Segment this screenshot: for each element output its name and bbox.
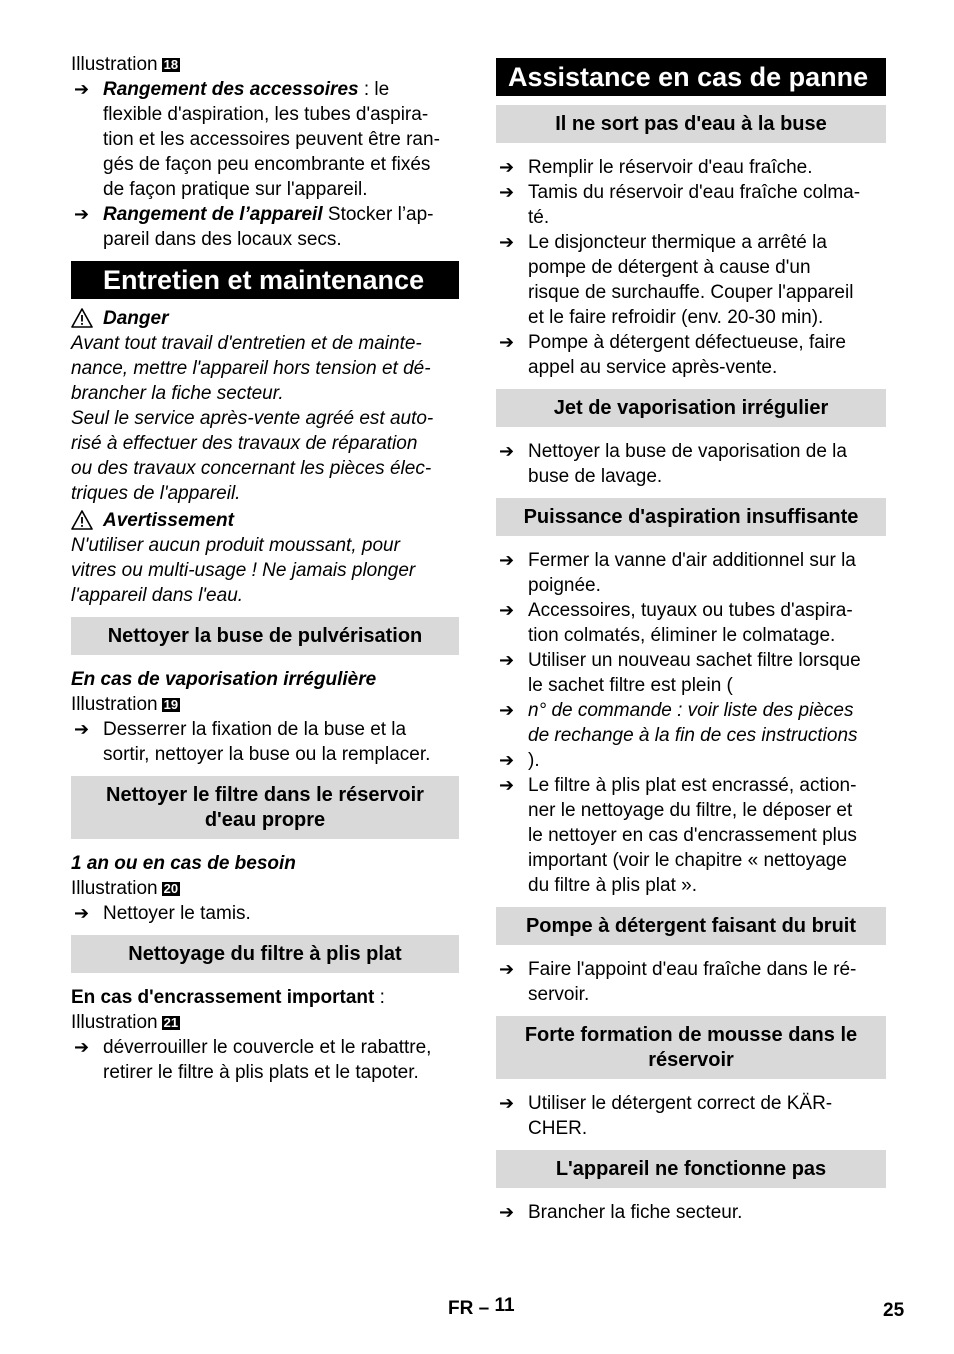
arrow-right-icon: ➔ xyxy=(499,650,515,670)
warning-triangle-icon xyxy=(71,308,93,328)
list-item xyxy=(71,717,459,767)
illustration-label: Illustration xyxy=(71,1012,158,1033)
text-line: servoir. xyxy=(528,984,590,1005)
text-line: tion colmatés, éliminer le colmatage. xyxy=(528,625,836,646)
troubleshooting-sections xyxy=(496,105,886,1225)
case-separator: : xyxy=(374,987,385,1008)
list-item xyxy=(496,698,886,748)
arrow-right-icon: ➔ xyxy=(499,182,515,202)
text-line: Utiliser le détergent correct de KÄR- xyxy=(528,1093,833,1114)
text-line: brancher la fiche secteur. xyxy=(71,383,284,404)
list-item xyxy=(71,901,459,926)
left-column xyxy=(71,52,459,1085)
subsection-heading xyxy=(496,1016,886,1079)
arrow-right-icon: ➔ xyxy=(499,775,515,795)
figure-number-badge: 19 xyxy=(163,697,179,712)
subsection-heading xyxy=(496,907,886,945)
case-label: En cas d'encrassement important xyxy=(71,987,375,1008)
heading-line: réservoir xyxy=(648,1049,734,1071)
warning-title-row xyxy=(71,508,459,533)
text-line: du filtre à plis plat ». xyxy=(528,875,697,896)
text-line: Seul le service après-vente agréé est auto- xyxy=(71,408,434,429)
text-line: ner le nettoyage du filtre, le déposer et xyxy=(528,800,853,821)
item-text: Stocker l’ap- xyxy=(322,204,434,225)
arrow-right-icon: ➔ xyxy=(499,332,515,352)
subsection-heading xyxy=(496,105,886,143)
illustration-ref xyxy=(71,1010,459,1035)
subsection-heading xyxy=(496,498,886,536)
illustration-label: Illustration xyxy=(71,694,158,715)
heading-line: L'appareil ne fonctionne pas xyxy=(555,1158,827,1180)
list-item xyxy=(496,648,886,698)
list-item xyxy=(496,598,886,648)
text-line: flexible d'aspiration, les tubes d'aspira- xyxy=(103,104,429,125)
warning-title: Avertissement xyxy=(103,510,234,531)
text-line: Faire l'appoint d'eau fraîche dans le ré- xyxy=(528,959,857,980)
text-line: risé à effectuer des travaux de réparation xyxy=(71,433,418,454)
text-line: pareil dans des locaux secs. xyxy=(103,229,342,250)
arrow-right-icon: ➔ xyxy=(499,157,515,177)
subsection-heading xyxy=(496,1150,886,1188)
arrow-right-icon: ➔ xyxy=(499,441,515,461)
list-item xyxy=(496,1091,886,1141)
list-item xyxy=(496,1200,886,1225)
arrow-right-icon: ➔ xyxy=(499,550,515,570)
warning-text xyxy=(71,533,459,608)
list-item xyxy=(496,957,886,1007)
list-item xyxy=(496,180,886,230)
heading-line: Il ne sort pas d'eau à la buse xyxy=(555,113,827,135)
text-line: de rechange à la fin de ces instructions xyxy=(528,725,858,746)
text-line: l'appareil dans l'eau. xyxy=(71,585,244,606)
figure-number-badge: 21 xyxy=(163,1015,179,1030)
page-number: 25 xyxy=(883,1300,905,1321)
subsection-heading-buse: Nettoyer la buse de pulvérisation xyxy=(71,617,459,655)
item-title: Rangement des accessoires xyxy=(103,79,359,100)
text-line: Tamis du réservoir d'eau fraîche colma- xyxy=(528,182,861,203)
heading-line: Jet de vaporisation irrégulier xyxy=(553,397,829,419)
text-line: le sachet filtre est plein ( xyxy=(528,675,733,696)
illustration-label: Illustration xyxy=(71,54,158,75)
text-line: Desserrer la fixation de la buse et la xyxy=(103,719,407,740)
case-label: En cas de vaporisation irrégulière xyxy=(71,669,377,690)
case-label-row xyxy=(71,985,459,1010)
section-heading-entretien: Entretien et maintenance xyxy=(71,261,459,299)
footer-dash: – xyxy=(473,1298,495,1319)
item-text: : le xyxy=(358,79,390,100)
text-line: Le filtre à plis plat est encrassé, action- xyxy=(528,775,857,796)
list-item xyxy=(496,548,886,598)
text-line: Avant tout travail d'entretien et de mainte- xyxy=(71,333,422,354)
list-item xyxy=(71,77,459,202)
arrow-right-icon: ➔ xyxy=(499,1093,515,1113)
text-line: de façon pratique sur l'appareil. xyxy=(103,179,368,200)
illustration-ref xyxy=(71,692,459,717)
text-line: Nettoyer le tamis. xyxy=(103,903,251,924)
illustration-ref xyxy=(71,876,459,901)
text-line: Le disjoncteur thermique a arrêté la xyxy=(528,232,827,253)
footer-section-label xyxy=(448,1296,515,1321)
arrow-right-icon: ➔ xyxy=(499,959,515,979)
text-line: Pompe à détergent défectueuse, faire xyxy=(528,332,846,353)
text-line: N'utiliser aucun produit moussant, pour xyxy=(71,535,400,556)
text-line: appel au service après-vente. xyxy=(528,357,778,378)
arrow-right-icon: ➔ xyxy=(74,204,90,224)
text-line: déverrouiller le couvercle et le rabattre, xyxy=(103,1037,432,1058)
arrow-right-icon: ➔ xyxy=(499,232,515,252)
subsection-heading xyxy=(496,389,886,427)
heading-line: Pompe à détergent faisant du bruit xyxy=(525,915,857,937)
text-line: ou des travaux concernant les pièces élec- xyxy=(71,458,432,479)
item-title: Rangement de l’appareil xyxy=(103,204,323,225)
danger-title: Danger xyxy=(103,308,169,329)
list-item xyxy=(496,330,886,380)
arrow-right-icon: ➔ xyxy=(499,750,515,770)
text-line: Remplir le réservoir d'eau fraîche. xyxy=(528,157,813,178)
arrow-right-icon: ➔ xyxy=(74,79,90,99)
illustration-ref xyxy=(71,52,459,77)
text-line: n° de commande : voir liste des pièces xyxy=(528,700,854,721)
text-line: pompe de détergent à cause d'un xyxy=(528,257,811,278)
text-line: poignée. xyxy=(528,575,601,596)
heading-line: Puissance d'aspiration insuffisante xyxy=(523,506,859,528)
arrow-right-icon: ➔ xyxy=(499,1202,515,1222)
text-line: et le faire refroidir (env. 20-30 min). xyxy=(528,307,824,328)
text-line: Brancher la fiche secteur. xyxy=(528,1202,743,1223)
arrow-right-icon: ➔ xyxy=(74,1037,90,1057)
list-item xyxy=(71,202,459,252)
text-line: buse de lavage. xyxy=(528,466,663,487)
list-item xyxy=(496,773,886,898)
heading-line: Forte formation de mousse dans le xyxy=(524,1024,858,1046)
subsection-heading-plis: Nettoyage du filtre à plis plat xyxy=(71,935,459,973)
text-line: gés de façon peu encombrante et fixés xyxy=(103,154,431,175)
section-heading-assistance: Assistance en cas de panne xyxy=(496,58,886,96)
text-line: retirer le filtre à plis plats et le tapoter. xyxy=(103,1062,419,1083)
text-line: sortir, nettoyer la buse ou la remplacer. xyxy=(103,744,431,765)
text-line: tion et les accessoires peuvent être ran- xyxy=(103,129,440,150)
text-line: Utiliser un nouveau sachet filtre lorsque xyxy=(528,650,861,671)
text-line: nance, mettre l'appareil hors tension et dé- xyxy=(71,358,431,379)
text-line: Nettoyer la buse de vaporisation de la xyxy=(528,441,847,462)
list-item xyxy=(71,1035,459,1085)
list-item xyxy=(496,748,886,773)
figure-number-badge: 20 xyxy=(163,881,179,896)
footer-section-page: 11 xyxy=(494,1295,515,1316)
footer-lang: FR xyxy=(448,1298,474,1319)
figure-number-badge: 18 xyxy=(163,57,179,72)
text-line: CHER. xyxy=(528,1118,588,1139)
illustration-label: Illustration xyxy=(71,878,158,899)
danger-text xyxy=(71,331,459,506)
text-line: té. xyxy=(528,207,550,228)
arrow-right-icon: ➔ xyxy=(74,719,90,739)
case-label: 1 an ou en cas de besoin xyxy=(71,853,296,874)
heading-line: Nettoyer le filtre dans le réservoir xyxy=(106,784,424,806)
list-item xyxy=(496,155,886,180)
list-item xyxy=(496,230,886,330)
warning-triangle-icon xyxy=(71,510,93,530)
arrow-right-icon: ➔ xyxy=(74,903,90,923)
arrow-right-icon: ➔ xyxy=(499,600,515,620)
heading-line: d'eau propre xyxy=(204,809,326,831)
text-line: risque de surchauffe. Couper l'appareil xyxy=(528,282,854,303)
danger-title-row xyxy=(71,306,459,331)
text-line: triques de l'appareil. xyxy=(71,483,241,504)
text-line: le nettoyer en cas d'encrassement plus xyxy=(528,825,857,846)
text-line: important (voir le chapitre « nettoyage xyxy=(528,850,847,871)
text-line: ). xyxy=(528,750,540,771)
text-line: Fermer la vanne d'air additionnel sur la xyxy=(528,550,856,571)
text-line: vitres ou multi-usage ! Ne jamais plonger xyxy=(71,560,416,581)
list-item xyxy=(496,439,886,489)
text-line: Accessoires, tuyaux ou tubes d'aspira- xyxy=(528,600,853,621)
right-column xyxy=(496,52,886,1225)
subsection-heading-filtre xyxy=(71,776,459,839)
arrow-right-icon: ➔ xyxy=(499,700,515,720)
